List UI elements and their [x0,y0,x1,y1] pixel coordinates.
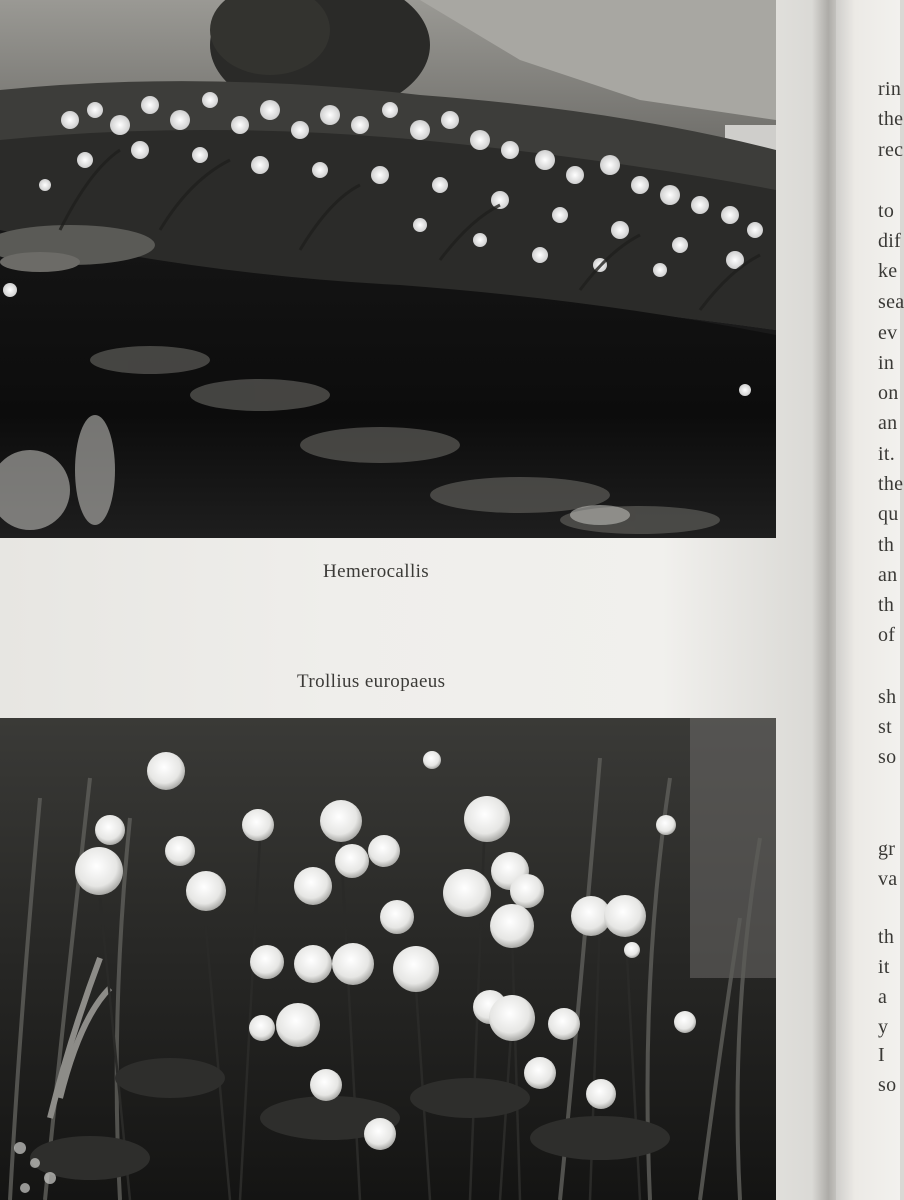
facing-page-line: sh [878,686,897,708]
facing-page-line: I [878,1044,885,1066]
hemerocallis-photo-graphic [0,0,776,538]
facing-page-line: so [878,1074,897,1096]
facing-page-line: y [878,1016,889,1038]
facing-page-line: ke [878,260,898,282]
facing-page-line: th [878,534,895,556]
facing-page-line: of [878,624,896,646]
facing-page-line: th [878,594,895,616]
facing-page-line: in [878,352,895,374]
facing-page-line: gr [878,838,896,860]
facing-page-line: it [878,956,890,978]
trollius-photo [0,718,776,1200]
facing-page-line: on [878,382,899,404]
facing-page-line: so [878,746,897,768]
facing-page-line: a [878,986,888,1008]
facing-page-line: th [878,926,895,948]
facing-page-line: an [878,564,898,586]
facing-page-line: ev [878,322,898,344]
facing-page [836,0,904,1200]
trollius-caption: Trollius europaeus [297,671,446,692]
trollius-photo-graphic [0,718,776,1200]
facing-page-line: it. [878,443,896,465]
facing-page-line: the [878,108,904,130]
hemerocallis-photo [0,0,776,538]
facing-page-line: to [878,200,895,222]
facing-page-line: dif [878,230,902,252]
facing-page-line: rec [878,139,904,161]
facing-page-line: st [878,716,892,738]
facing-page-line: an [878,412,898,434]
facing-page-line: qu [878,503,899,525]
facing-page-line: va [878,868,898,890]
hemerocallis-caption: Hemerocallis [323,561,430,582]
facing-page-line: the [878,473,904,495]
facing-page-line: sea [878,291,904,313]
facing-page-line: rin [878,78,902,100]
